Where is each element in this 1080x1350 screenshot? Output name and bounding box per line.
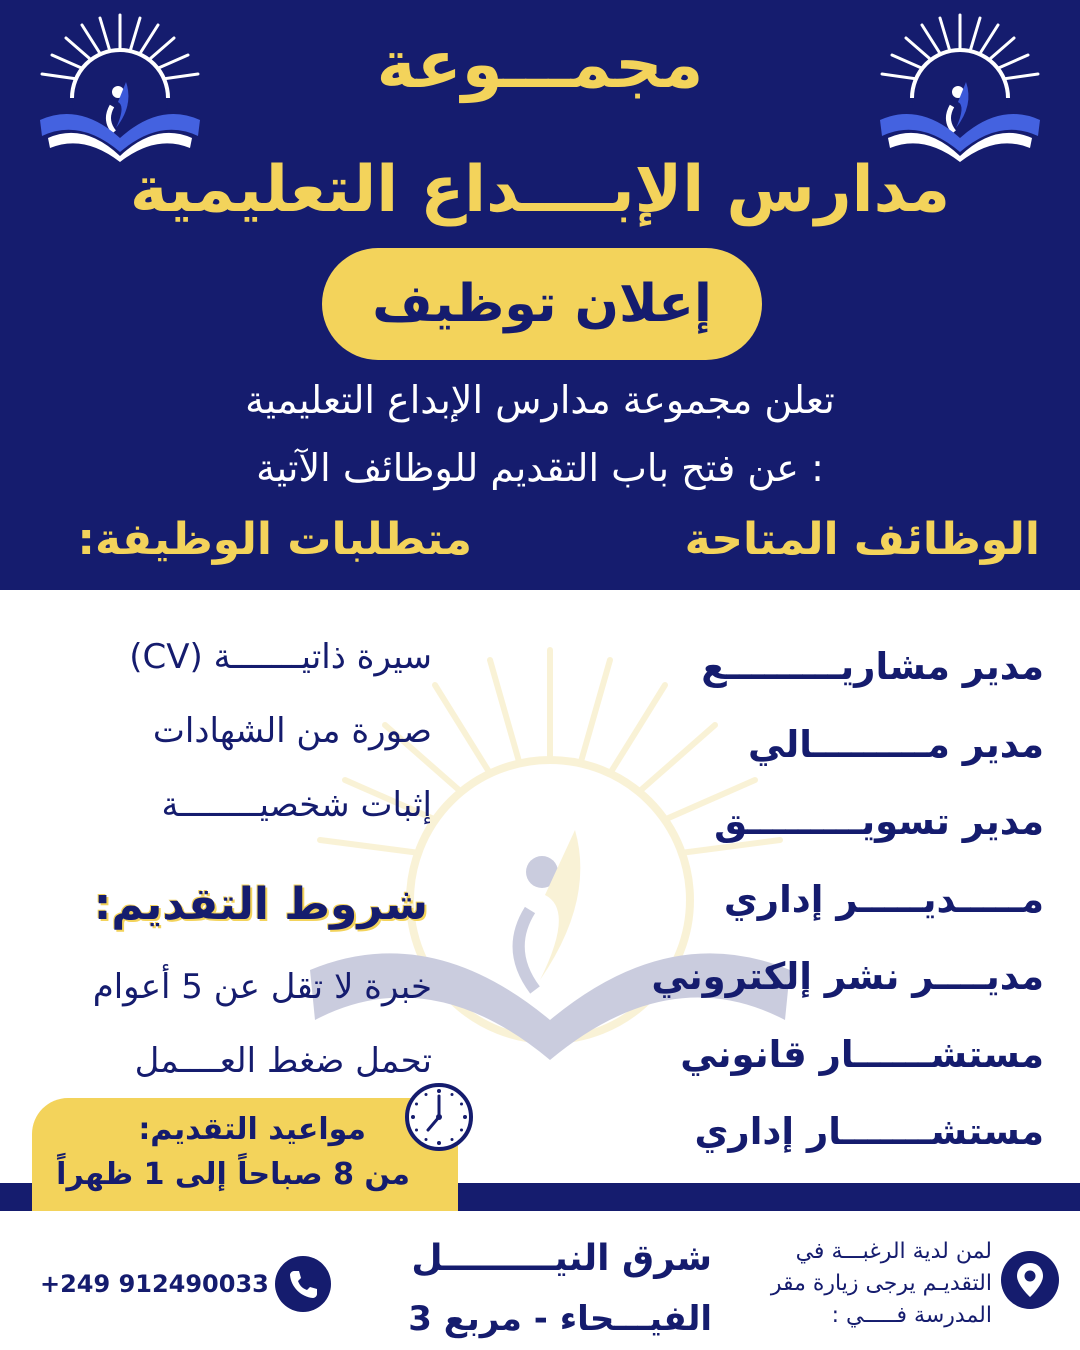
phone-icon (274, 1255, 332, 1313)
phone-number[interactable]: +249 912490033 (40, 1270, 269, 1298)
conditions-heading: شروط التقديم: (93, 879, 428, 930)
jobs-list (620, 628, 1044, 1171)
visit-instructions: لمن لدية الرغبـــة في التقديـم يرجى زيارة مقر المدرسة فـــــي : (770, 1239, 992, 1328)
location-line-2: الفيـــحاء - مربع 3 (408, 1299, 712, 1339)
list-item: مستشــــــار قانوني (680, 1032, 1044, 1076)
announcement-label: إعلان توظيف (372, 274, 712, 334)
jobs-heading: الوظائف المتاحة (684, 514, 1040, 565)
intro-line-1: تعلن مجموعة مدارس الإبداع التعليمية (245, 378, 835, 422)
list-item: سيرة ذاتيـــــــة (CV) (129, 637, 432, 677)
list-item: مدير مشاريـــــــــع (701, 645, 1044, 688)
location-pin-icon (1000, 1250, 1060, 1310)
list-item: إثبات شخصيــــــــة (161, 785, 432, 825)
application-times-value: من 8 صباحاً إلى 1 ظهراً (56, 1157, 410, 1192)
requirements-list (40, 620, 432, 842)
group-title: مجمـــوعة (376, 26, 704, 103)
requirements-heading: متطلبات الوظيفة: (77, 514, 472, 565)
announcement-badge (322, 248, 762, 360)
intro-line-2: عن فتح باب التقديم للوظائف الآتية : (256, 446, 824, 490)
list-item: مديــــر نشر إلكتروني (651, 955, 1044, 998)
list-item: خبرة لا تقل عن 5 أعوام (92, 967, 432, 1007)
list-item: مـــــديـــــر إداري (723, 877, 1044, 921)
list-item: تحمل ضغط العــــمل (134, 1041, 432, 1081)
application-times-label: مواعيد التقديم: (138, 1112, 366, 1147)
conditions-list (40, 950, 432, 1098)
list-item: مستشـــــــار إداري (694, 1110, 1044, 1153)
list-item: مدير مـــــــــالي (747, 722, 1044, 766)
clock-icon (404, 1082, 474, 1152)
list-item: صورة من الشهادات (152, 711, 432, 751)
school-name-title: مدارس الإبــــداع التعليمية (129, 153, 951, 227)
list-item: مدير تسويـــــــــق (714, 800, 1044, 843)
location-line-1: شرق النيـــــــــل (411, 1238, 712, 1279)
